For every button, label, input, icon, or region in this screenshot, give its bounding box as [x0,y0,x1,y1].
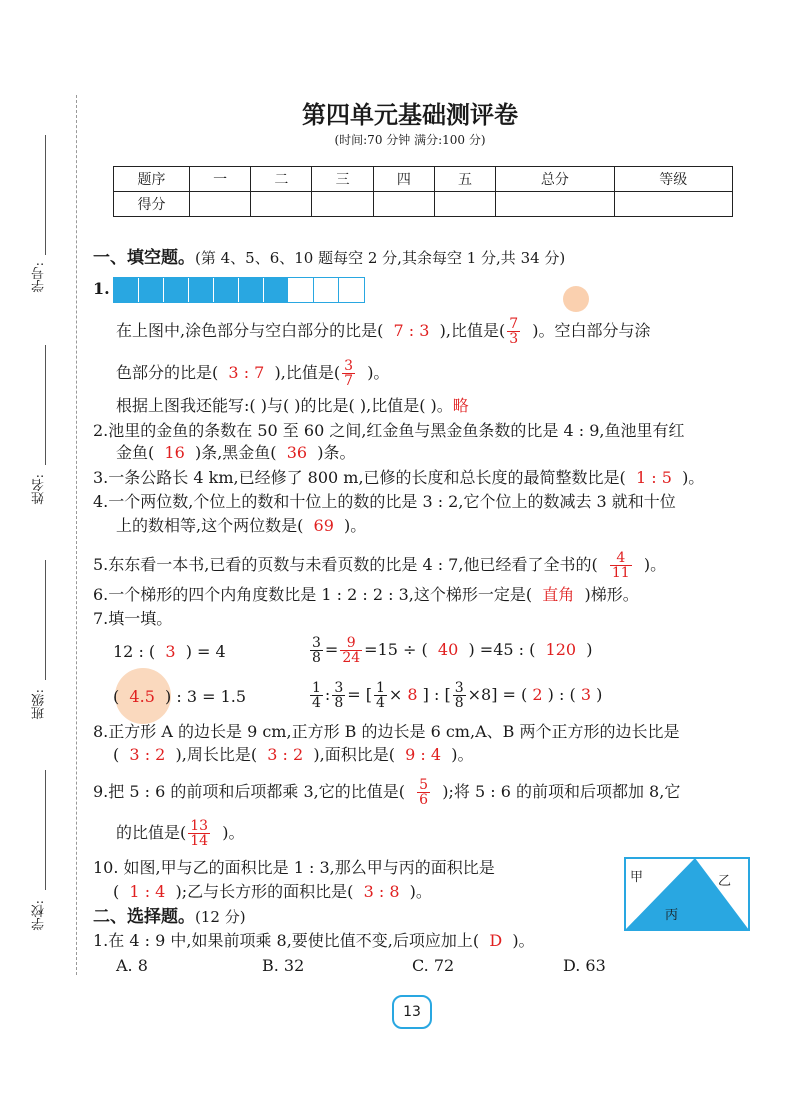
q7-text: : [324,685,331,704]
q1-number: 1. [93,279,110,298]
q3-text: 3.一条公路长 4 km,已经修了 800 m,已修的长度和总长度的最简整数比是( [93,468,626,487]
answer: 略 [452,396,469,415]
s2-q1-text: )。 [512,931,535,950]
bar-cell-shaded [139,278,164,302]
answer: 120 [545,640,577,659]
fraction [310,681,323,710]
q7-row1-right [308,636,593,665]
score-input-cell[interactable] [496,192,614,217]
fraction-bar [113,277,365,303]
fraction-numerator: 3 [454,680,464,696]
decor-circle-orange [563,286,589,312]
score-input-cell[interactable] [614,192,732,217]
q2-text: )条,黑金鱼( [194,443,277,462]
q5-text: )。 [643,555,667,574]
fraction-denominator: 8 [454,695,464,711]
sidebar-line-1 [45,135,46,255]
fraction-numerator: 3 [312,635,321,651]
option-c[interactable]: C. 72 [412,956,455,975]
table-cell: 五 [434,167,495,192]
answer-fraction [417,778,430,807]
answer-fraction [610,551,632,580]
answer: 9 : 4 [405,745,442,764]
fraction-numerator: 4 [610,551,632,566]
q4-text: )。 [344,516,367,535]
table-cell: 等级 [614,167,732,192]
q5-line1 [93,551,666,580]
answer: 2 [532,685,543,704]
q6-text: 6.一个梯形的四个内角度数比是 1 : 2 : 2 : 3,这个梯形一定是( [93,585,533,604]
answer-fraction [340,636,362,665]
answer: 36 [286,443,308,462]
q6-text: )梯形。 [584,585,639,604]
q7-text: ) =45 : ( [468,640,536,659]
score-input-cell[interactable] [434,192,495,217]
answer: 直角 [542,585,575,604]
answer: 69 [313,516,334,535]
q7-text: ) : ( [547,685,576,704]
q8-text: ( [113,745,120,764]
q1-line3 [116,395,469,417]
option-b[interactable]: B. 32 [262,956,305,975]
q7-text: ×8] = ( [467,685,528,704]
fraction-numerator: 13 [190,818,209,834]
answer: 7 : 3 [393,321,430,340]
figure-label-bing: 丙 [665,908,679,923]
answer: 3 : 2 [129,745,166,764]
q8-text: ),面积比是( [313,745,395,764]
fraction-numerator: 5 [419,777,429,793]
bar-cell-shaded [214,278,239,302]
q1-text: ),比值是( [439,321,506,340]
q7-text: ) = 4 [185,642,226,661]
q9-line2 [116,819,245,848]
q10-text: ( [113,882,120,901]
student-id-label: 学号: [32,262,47,293]
bar-cell-shaded [189,278,214,302]
table-cell: 四 [373,167,434,192]
q6-line1 [93,584,639,606]
q9-text: );将 5 : 6 的前项和后项都加 8,它 [442,782,681,801]
fraction [374,681,387,710]
score-input-cell[interactable] [190,192,251,217]
fraction-numerator: 1 [375,680,385,696]
answer: 40 [437,640,459,659]
q7-text: 12 : ( [113,642,156,661]
q1-text: )。空白部分与涂 [532,321,651,340]
section2-note: (12 分) [195,908,246,926]
page-number-badge [392,995,432,1029]
q2-line2 [116,442,355,464]
q10-line2 [113,881,432,903]
q7-row2-right [308,681,602,710]
q7-text: ) [586,640,593,659]
score-table [113,166,733,217]
sidebar-line-3 [45,560,46,680]
q7-text: ) [596,685,603,704]
sidebar-line-2 [45,345,46,465]
q10-text: )。 [409,882,432,901]
page-subtitle: (时间:70 分钟 满分:100 分) [334,133,486,147]
q1-text: 在上图中,涂色部分与空白部分的比是( [116,321,384,340]
q1-line1 [116,317,651,346]
q7-text: ) : 3 = 1.5 [165,687,247,706]
name-label: 姓名: [32,474,47,505]
fraction-denominator: 6 [419,792,429,808]
answer-fraction [507,317,520,346]
answer: 1 : 5 [635,468,672,487]
fraction-denominator: 7 [344,373,354,389]
bar-cell-shaded [239,278,264,302]
q10-text: );乙与长方形的面积比是( [175,882,354,901]
q2-text: )条。 [317,443,356,462]
answer: D [489,931,503,950]
fraction-denominator: 24 [342,650,361,666]
figure-label-yi: 乙 [718,874,732,889]
score-input-cell[interactable] [312,192,373,217]
bar-cell-empty [289,278,314,302]
q4-text: 上的数相等,这个两位数是( [116,516,304,535]
q9-text: )。 [222,823,245,842]
fraction [453,681,466,710]
fraction-numerator: 3 [334,680,344,696]
section1-heading: 一、填空题。 [93,248,195,268]
class-label: 班级: [32,689,47,720]
section1-note: (第 4、5、6、10 题每空 2 分,其余每空 1 分,共 34 分) [195,249,566,267]
q9-line1 [93,778,680,807]
q3-text: )。 [682,468,705,487]
q10-line1: 10. 如图,甲与乙的面积比是 1 : 3,那么甲与丙的面积比是 [93,858,495,877]
section2-heading: 二、选择题。 [93,907,195,927]
answer: 4.5 [129,687,155,706]
fraction-denominator: 3 [509,331,519,347]
bar-cell-shaded [114,278,139,302]
q7-row1-left [113,641,226,663]
answer-fraction [188,819,210,848]
q2-text: 金鱼( [116,443,155,462]
fraction [310,636,323,665]
section2-heading-line [93,906,246,928]
q7-row2-left [113,686,246,708]
table-cell: 二 [251,167,312,192]
fraction-numerator: 9 [340,636,362,651]
fraction-denominator: 4 [312,695,321,711]
q7-title: 7.填一填。 [93,609,173,628]
school-label: 学校: [32,900,47,931]
sidebar-line-4 [45,770,46,890]
fraction-denominator: 14 [190,833,209,849]
table-cell: 总分 [496,167,614,192]
answer-fraction [342,359,355,388]
fraction-numerator: 7 [509,316,519,332]
q8-line2 [113,744,473,766]
page-title: 第四单元基础测评卷 [302,101,518,129]
q1-text: 根据上图我还能写:( )与( )的比是( ),比值是( )。 [116,396,453,415]
bar-cell-empty [339,278,364,302]
binding-dotted-line [76,95,77,975]
q2-line1: 2.池里的金鱼的条数在 50 至 60 之间,红金鱼与黑金鱼条数的比是 4 : 9,鱼池里有红 [93,421,685,440]
table-row [114,167,733,192]
answer: 1 : 4 [129,882,166,901]
table-row [114,192,733,217]
option-d[interactable]: D. 63 [563,956,606,975]
fraction-numerator: 3 [344,358,354,374]
fraction-denominator: 8 [334,695,344,711]
s2-q1-line1 [93,930,535,952]
fraction-denominator: 11 [611,565,630,581]
fraction-numerator: 1 [312,680,321,696]
answer: 3 [580,685,591,704]
q7-text: × [388,685,403,704]
table-cell: 一 [190,167,251,192]
q1-text: )。 [367,363,390,382]
q4-line2 [116,515,366,537]
q5-text: 5.东东看一本书,已看的页数与未看页数的比是 4 : 7,他已经看了全书的( [93,555,598,574]
q4-line1: 4.一个两位数,个位上的数和十位上的数的比是 3 : 2,它个位上的数减去 3 就和十位 [93,492,676,511]
q1-text: 色部分的比是( [116,363,219,382]
bar-cell-empty [314,278,339,302]
answer: 3 : 2 [267,745,304,764]
q8-line1: 8.正方形 A 的边长是 9 cm,正方形 B 的边长是 6 cm,A、B 两个正方形的边长比是 [93,722,680,741]
s2-q1-text: 1.在 4 : 9 中,如果前项乘 8,要使比值不变,后项应加上( [93,931,480,950]
q8-text: )。 [451,745,474,764]
bar-cell-shaded [164,278,189,302]
q1-text: ),比值是( [274,363,341,382]
q9-text: 9.把 5 : 6 的前项和后项都乘 3,它的比值是( [93,782,405,801]
fraction [332,681,345,710]
bar-cell-shaded [264,278,289,302]
answer: 8 [407,685,418,704]
q7-text: ] : [ [422,685,451,704]
q7-text: = [ [347,685,372,704]
table-cell: 题序 [114,167,190,192]
q3-line1 [93,467,704,489]
fraction-denominator: 4 [375,695,385,711]
q1-line2 [116,359,389,388]
q8-text: ),周长比是( [175,745,258,764]
answer: 3 : 8 [363,882,400,901]
score-input-cell[interactable] [373,192,434,217]
table-cell: 得分 [114,192,190,217]
fraction-denominator: 8 [312,650,321,666]
score-input-cell[interactable] [251,192,312,217]
page-number: 13 [403,1004,421,1020]
answer: 3 : 7 [228,363,265,382]
q7-text: = [324,640,339,659]
q7-text: ( [113,687,120,706]
option-a[interactable]: A. 8 [116,956,148,975]
q9-text: 的比值是( [116,823,187,842]
figure-label-jia: 甲 [630,870,644,885]
answer: 3 [165,642,176,661]
table-cell: 三 [312,167,373,192]
q7-text: =15 ÷ ( [364,640,428,659]
section1-heading-line [93,247,565,269]
answer: 16 [164,443,185,462]
q10-figure [624,857,750,931]
